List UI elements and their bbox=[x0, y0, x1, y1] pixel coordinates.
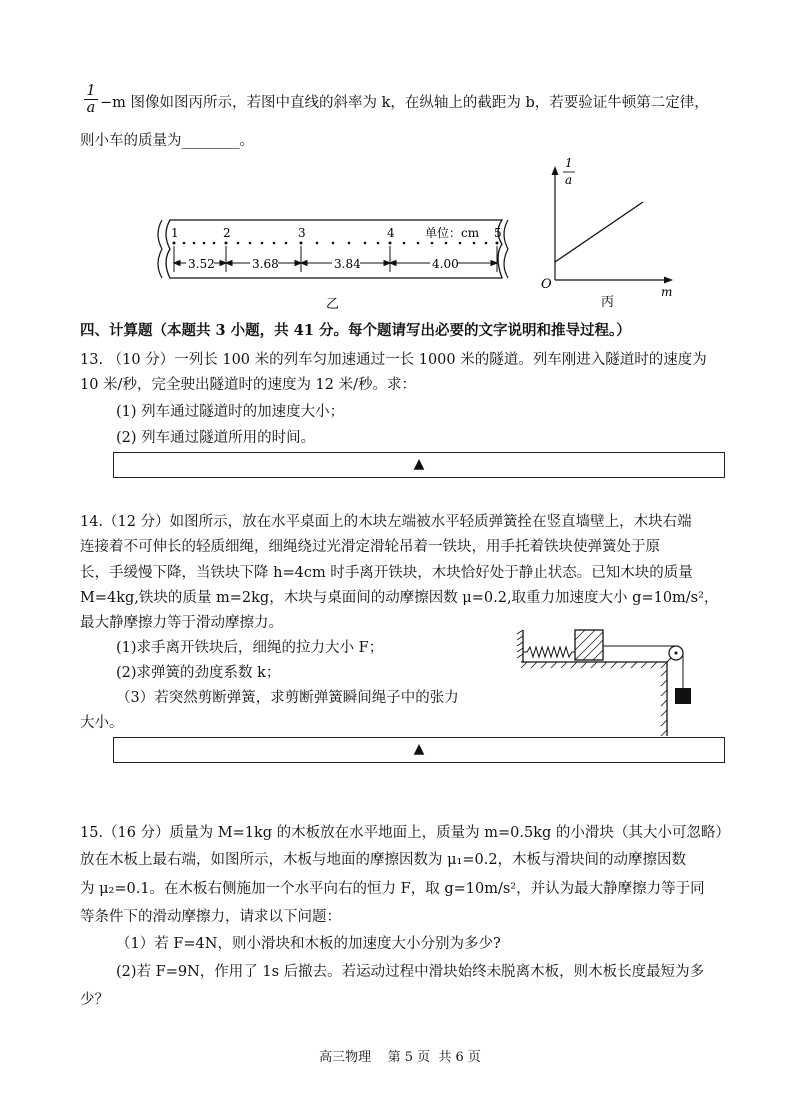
q14-line-3: 长，手缓慢下降，当铁块下降 h=4cm 时手离开铁块，木块恰好处于静止状态。已知木块的质量 bbox=[80, 565, 693, 581]
q15-sub-2-line-2: 少？ bbox=[80, 992, 109, 1008]
fraction-denominator: a bbox=[86, 100, 96, 116]
tape-left-end-curve bbox=[158, 220, 162, 278]
x-axis-arrow bbox=[664, 277, 673, 284]
tape-caption: 乙 bbox=[326, 297, 340, 312]
tape-figure bbox=[150, 212, 515, 312]
q15-sub-2-line-1: (2)若 F=9N，作用了 1s 后撤去。若运动过程中滑块始终未脱离木板，则木板长度最短为多 bbox=[116, 964, 705, 980]
spring bbox=[523, 647, 575, 657]
spring-block-pulley-figure bbox=[515, 622, 715, 740]
q15-sub-1: （1）若 F=4N，则小滑块和木板的加速度大小分别为多少? bbox=[116, 936, 501, 952]
origin-label: O bbox=[541, 277, 552, 292]
q13-sub-2: (2) 列车通过隧道所用的时间。 bbox=[116, 430, 316, 446]
q13-line-2: 10 米/秒，完全驶出隧道时的速度为 12 米/秒。求： bbox=[80, 377, 416, 393]
q14-sub-2: (2)求弹簧的劲度系数 k； bbox=[116, 665, 281, 681]
graph-line bbox=[555, 202, 643, 262]
answer-marker-icon: ▲ bbox=[413, 741, 425, 757]
tape-point-1: 1 bbox=[171, 226, 179, 240]
y-axis-label-den: a bbox=[565, 173, 573, 187]
q14-sub-1: (1)求手离开铁块后，细绳的拉力大小 F； bbox=[116, 640, 384, 656]
fraction-one-over-a bbox=[84, 84, 98, 115]
table-hatching bbox=[521, 662, 667, 668]
tape-point-4: 4 bbox=[387, 226, 395, 240]
q14-answer-box[interactable] bbox=[113, 737, 725, 763]
q15-line-4: 等条件下的滑动摩擦力，请求以下问题： bbox=[80, 909, 341, 925]
q14-line-2: 连接着不可伸长的轻质细绳，细绳绕过光滑定滑轮吊着一铁块，用手托着铁块使弹簧处于原 bbox=[80, 539, 660, 555]
q14-line-1: 14.（12 分）如图所示，放在水平桌面上的木块左端被水平轻质弹簧拴在竖直墙壁上，木块右端 bbox=[80, 514, 692, 530]
leg-hatching bbox=[661, 670, 667, 736]
q14-line-5: 最大静摩擦力等于滑动摩擦力。 bbox=[80, 615, 283, 631]
section-4-heading: 四、计算题（本题共 3 小题，共 41 分。每个题请写出必要的文字说明和推导过程。） bbox=[80, 322, 631, 339]
q15-line-3: 为 μ₂=0.1。在木板右侧施加一个水平向右的恒力 F，取 g=10m/s²，并认为最大静摩擦力等于同 bbox=[80, 881, 705, 897]
q14-sub-3-tail: 大小。 bbox=[80, 715, 124, 731]
tape-dots bbox=[173, 242, 499, 245]
q14-sub-3: （3）若突然剪断弹簧，求剪断弹簧瞬间绳子中的张力 bbox=[116, 690, 459, 706]
one-over-a-vs-m-graph bbox=[535, 152, 685, 312]
y-axis-arrow bbox=[552, 166, 559, 175]
tape-segment-4: 4.00 bbox=[432, 257, 459, 271]
tape-segment-1: 3.52 bbox=[188, 257, 215, 271]
fraction-numerator: 1 bbox=[86, 83, 96, 99]
answer-marker-icon: ▲ bbox=[413, 456, 425, 472]
q14-line-4: M=4kg,铁块的质量 m=2kg，木块与桌面间的动摩擦因数 μ=0.2,取重力加速度大小 g=10m/s²， bbox=[80, 590, 719, 606]
q13-line-1: 13. （10 分）一列长 100 米的列车匀加速通过一长 1000 米的隧道。列车刚进入隧道时的速度为 bbox=[80, 352, 707, 368]
page-footer: 高三物理 第 5 页 共 6 页 bbox=[319, 1050, 481, 1065]
q12-line-1: −m 图像如图丙所示，若图中直线的斜率为 k，在纵轴上的截距为 b，若要验证牛顿第二定律， bbox=[100, 95, 709, 111]
wall-hatching bbox=[517, 630, 523, 658]
q13-sub-1: (1) 列车通过隧道时的加速度大小； bbox=[116, 404, 345, 420]
tape-point-5: 5 bbox=[494, 226, 502, 240]
tape-point-2: 2 bbox=[223, 226, 231, 240]
q15-line-2: 放在木板上最右端，如图所示，木板与地面的摩擦因数为 μ₁=0.2，木板与滑块间的动摩擦因数 bbox=[80, 852, 687, 868]
pulley-axle bbox=[675, 652, 678, 655]
tape-unit: 单位：cm bbox=[425, 226, 480, 240]
y-axis-label-num: 1 bbox=[565, 156, 573, 170]
graph-caption: 丙 bbox=[601, 295, 615, 310]
x-axis-label: m bbox=[661, 285, 673, 299]
q13-answer-box[interactable] bbox=[113, 452, 725, 478]
tape-segment-2: 3.68 bbox=[252, 257, 279, 271]
tape-segment-3: 3.84 bbox=[334, 257, 361, 271]
iron-block bbox=[675, 688, 691, 704]
q12-line-2: 则小车的质量为________。 bbox=[80, 133, 254, 149]
q15-line-1: 15.（16 分）质量为 M=1kg 的木板放在水平地面上，质量为 m=0.5kg 的小滑块（其大小可忽略） bbox=[80, 825, 730, 841]
tape-point-3: 3 bbox=[298, 226, 306, 240]
tape-right-end-curve bbox=[504, 220, 508, 278]
